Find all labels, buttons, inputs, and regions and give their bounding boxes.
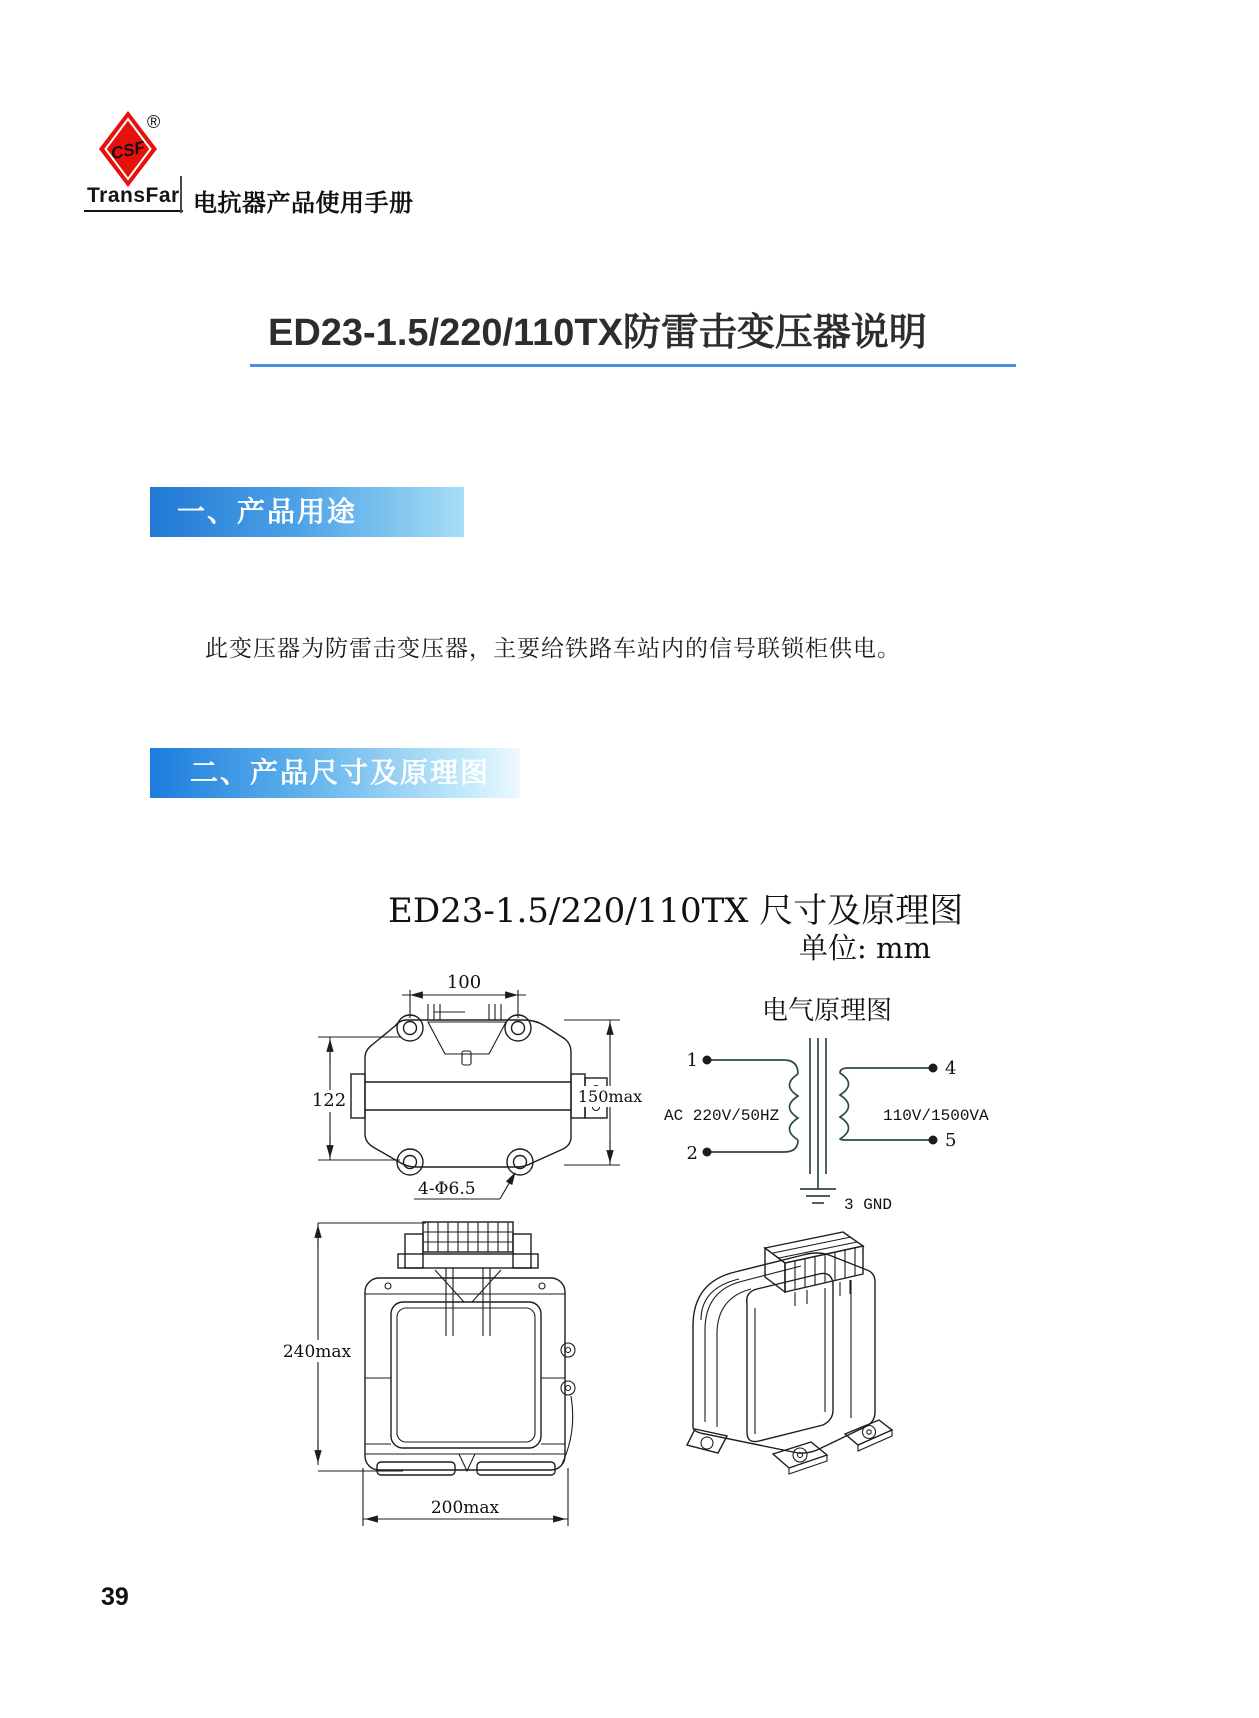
terminal-2-label: 2 [686,1143,698,1164]
registered-trademark-icon: ® [147,112,161,132]
top-view-drawing [268,948,660,1212]
header-divider [180,176,182,213]
hole-callout-label: 4-Φ6.5 [418,1179,476,1199]
schematic-title: 电气原理图 [762,996,893,1026]
ground-terminal-label: 3 GND [844,1196,893,1214]
isometric-view-drawing [655,1222,925,1492]
manual-title: 电抗器产品使用手册 [193,190,414,217]
dim-right-height-label: 150max [577,1087,643,1106]
schematic-drawing [650,1028,1020,1228]
dim-top-width-label: 100 [446,972,482,993]
page-title: ED23-1.5/220/110TX防雷击变压器说明 [268,312,927,354]
front-view-drawing [278,1208,608,1533]
terminal-4-label: 4 [945,1058,957,1079]
usage-paragraph: 此变压器为防雷击变压器，主要给铁路车站内的信号联锁柜供电。 [205,635,901,661]
figure-title: ED23-1.5/220/110TX 尺寸及原理图 [388,891,964,931]
title-underline [250,364,1016,367]
csf-logo-text: CSF [109,137,147,164]
section1-heading: 一、产品用途 [177,496,358,527]
terminal-1-label: 1 [686,1050,698,1071]
terminal-5-label: 5 [945,1130,957,1151]
dim-front-height-label: 240max [282,1342,352,1362]
dim-left-height-label: 122 [311,1090,347,1111]
section2-banner [150,748,520,798]
dim-front-width-label: 200max [430,1498,500,1518]
section2-heading: 二、产品尺寸及原理图 [190,757,491,788]
page-number: 39 [101,1583,129,1611]
brand-name: TransFar [84,184,183,212]
section1-banner [150,487,464,537]
figure-unit-label: 单位: mm [799,931,931,965]
primary-winding-label: AC 220V/50HZ [664,1107,780,1125]
secondary-winding-label: 110V/1500VA [883,1107,989,1125]
